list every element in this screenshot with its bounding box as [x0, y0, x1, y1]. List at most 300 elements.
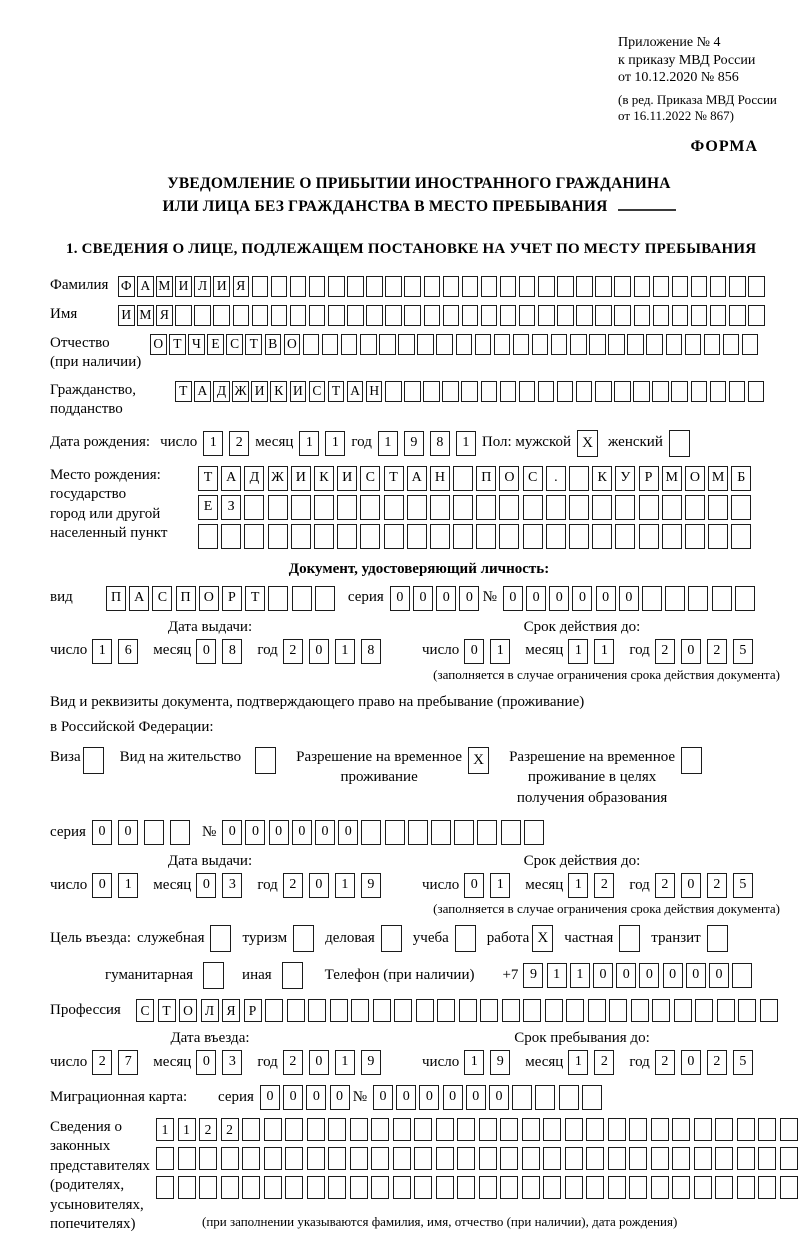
char-cell[interactable]	[407, 495, 427, 520]
char-cell[interactable]	[328, 1118, 346, 1141]
char-cell[interactable]: 7	[118, 1050, 138, 1075]
char-cell[interactable]	[710, 381, 727, 402]
char-cell[interactable]	[557, 305, 574, 326]
char-cell[interactable]	[221, 524, 241, 549]
char-cell[interactable]	[685, 524, 705, 549]
char-cell[interactable]	[662, 495, 682, 520]
char-cell[interactable]	[523, 999, 541, 1022]
char-cell[interactable]	[731, 495, 751, 520]
char-cell[interactable]	[685, 334, 702, 355]
char-cell[interactable]: У	[615, 466, 635, 491]
char-cell[interactable]: Р	[639, 466, 659, 491]
char-cell[interactable]: 0	[390, 586, 410, 611]
char-cell[interactable]	[566, 999, 584, 1022]
char-cell[interactable]: А	[221, 466, 241, 491]
char-cell[interactable]: С	[152, 586, 172, 611]
char-cell[interactable]	[481, 381, 498, 402]
char-cell[interactable]	[672, 1147, 690, 1170]
char-cell[interactable]	[715, 1118, 733, 1141]
char-cell[interactable]	[290, 276, 307, 297]
char-cell[interactable]	[453, 466, 473, 491]
char-cell[interactable]	[576, 276, 593, 297]
char-cell[interactable]	[481, 305, 498, 326]
char-cell[interactable]	[615, 495, 635, 520]
char-cell[interactable]	[565, 1147, 583, 1170]
char-cell[interactable]: К	[270, 381, 287, 402]
char-cell[interactable]	[737, 1147, 755, 1170]
char-cell[interactable]: 2	[283, 873, 303, 898]
char-cell[interactable]: 0	[681, 639, 701, 664]
char-cell[interactable]: 1	[335, 639, 355, 664]
char-cell[interactable]	[384, 495, 404, 520]
char-cell[interactable]: 0	[196, 1050, 216, 1075]
char-cell[interactable]	[476, 524, 496, 549]
checkbox-sluzhebnaya[interactable]	[210, 925, 231, 952]
char-cell[interactable]: 0	[222, 820, 242, 845]
char-cell[interactable]: 2	[594, 1050, 614, 1075]
char-cell[interactable]: М	[708, 466, 728, 491]
char-cell[interactable]	[502, 999, 520, 1022]
checkbox-chastnaya[interactable]	[619, 925, 640, 952]
char-cell[interactable]	[634, 305, 651, 326]
char-cell[interactable]	[322, 334, 339, 355]
checkbox-inaya[interactable]	[282, 962, 303, 989]
char-cell[interactable]	[360, 334, 377, 355]
char-cell[interactable]	[588, 999, 606, 1022]
char-cell[interactable]: 1	[568, 1050, 588, 1075]
char-cell[interactable]	[393, 1147, 411, 1170]
char-cell[interactable]: 0	[503, 586, 523, 611]
char-cell[interactable]	[481, 276, 498, 297]
char-cell[interactable]: И	[175, 276, 192, 297]
char-cell[interactable]	[523, 495, 543, 520]
char-cell[interactable]	[213, 305, 230, 326]
char-cell[interactable]: 0	[464, 639, 484, 664]
char-cell[interactable]	[315, 586, 335, 611]
char-cell[interactable]: 1	[299, 431, 319, 456]
char-cell[interactable]	[328, 1176, 346, 1199]
checkbox-delovaya[interactable]	[381, 925, 402, 952]
char-cell[interactable]	[199, 1147, 217, 1170]
char-cell[interactable]: П	[176, 586, 196, 611]
char-cell[interactable]: 0	[292, 820, 312, 845]
char-cell[interactable]	[519, 276, 536, 297]
char-cell[interactable]	[557, 276, 574, 297]
char-cell[interactable]	[653, 276, 670, 297]
char-cell[interactable]	[233, 305, 250, 326]
char-cell[interactable]: О	[499, 466, 519, 491]
char-cell[interactable]: С	[136, 999, 154, 1022]
char-cell[interactable]	[416, 999, 434, 1022]
char-cell[interactable]	[538, 276, 555, 297]
char-cell[interactable]	[694, 1118, 712, 1141]
char-cell[interactable]: 0	[92, 820, 112, 845]
char-cell[interactable]	[361, 820, 381, 845]
char-cell[interactable]	[453, 495, 473, 520]
char-cell[interactable]: 1	[568, 639, 588, 664]
char-cell[interactable]	[198, 524, 218, 549]
char-cell[interactable]: 8	[361, 639, 381, 664]
char-cell[interactable]: Я	[233, 276, 250, 297]
char-cell[interactable]: 0	[681, 1050, 701, 1075]
char-cell[interactable]: 2	[655, 873, 675, 898]
char-cell[interactable]	[758, 1176, 776, 1199]
char-cell[interactable]: 0	[260, 1085, 280, 1110]
char-cell[interactable]	[479, 1118, 497, 1141]
char-cell[interactable]: А	[194, 381, 211, 402]
char-cell[interactable]	[394, 999, 412, 1022]
char-cell[interactable]: 1	[203, 431, 223, 456]
char-cell[interactable]	[652, 999, 670, 1022]
char-cell[interactable]: О	[199, 586, 219, 611]
char-cell[interactable]	[691, 276, 708, 297]
char-cell[interactable]	[424, 276, 441, 297]
char-cell[interactable]	[708, 524, 728, 549]
char-cell[interactable]	[627, 334, 644, 355]
char-cell[interactable]: 0	[269, 820, 289, 845]
char-cell[interactable]	[500, 305, 517, 326]
char-cell[interactable]	[292, 586, 312, 611]
char-cell[interactable]: 5	[733, 873, 753, 898]
temporary-residence-education-checkbox[interactable]	[681, 747, 702, 774]
char-cell[interactable]: 2	[229, 431, 249, 456]
char-cell[interactable]: 1	[490, 639, 510, 664]
char-cell[interactable]	[244, 524, 264, 549]
char-cell[interactable]	[373, 999, 391, 1022]
char-cell[interactable]: Н	[366, 381, 383, 402]
char-cell[interactable]: 0	[464, 873, 484, 898]
char-cell[interactable]	[595, 305, 612, 326]
char-cell[interactable]: Ж	[232, 381, 249, 402]
char-cell[interactable]: Я	[222, 999, 240, 1022]
char-cell[interactable]	[285, 1176, 303, 1199]
char-cell[interactable]	[436, 334, 453, 355]
char-cell[interactable]	[307, 1176, 325, 1199]
char-cell[interactable]	[453, 524, 473, 549]
char-cell[interactable]	[513, 334, 530, 355]
char-cell[interactable]: 2	[655, 1050, 675, 1075]
char-cell[interactable]: К	[592, 466, 612, 491]
char-cell[interactable]: 0	[616, 963, 636, 988]
char-cell[interactable]	[723, 334, 740, 355]
char-cell[interactable]	[672, 276, 689, 297]
char-cell[interactable]	[672, 305, 689, 326]
char-cell[interactable]	[314, 495, 334, 520]
char-cell[interactable]	[423, 381, 440, 402]
char-cell[interactable]	[479, 1176, 497, 1199]
char-cell[interactable]	[144, 820, 164, 845]
char-cell[interactable]: 8	[430, 431, 450, 456]
char-cell[interactable]	[385, 381, 402, 402]
char-cell[interactable]	[178, 1147, 196, 1170]
char-cell[interactable]: 0	[593, 963, 613, 988]
char-cell[interactable]	[350, 1118, 368, 1141]
char-cell[interactable]	[379, 334, 396, 355]
char-cell[interactable]	[758, 1118, 776, 1141]
char-cell[interactable]	[717, 999, 735, 1022]
char-cell[interactable]: 0	[413, 586, 433, 611]
checkbox-rabota[interactable]: X	[532, 925, 553, 952]
char-cell[interactable]	[780, 1176, 798, 1199]
char-cell[interactable]: 0	[466, 1085, 486, 1110]
char-cell[interactable]	[629, 1176, 647, 1199]
char-cell[interactable]	[615, 524, 635, 549]
char-cell[interactable]: 0	[245, 820, 265, 845]
char-cell[interactable]	[328, 305, 345, 326]
char-cell[interactable]: Д	[213, 381, 230, 402]
char-cell[interactable]: И	[213, 276, 230, 297]
char-cell[interactable]: Р	[244, 999, 262, 1022]
char-cell[interactable]	[748, 305, 765, 326]
char-cell[interactable]: 2	[283, 639, 303, 664]
char-cell[interactable]	[651, 1147, 669, 1170]
char-cell[interactable]: 0	[309, 1050, 329, 1075]
char-cell[interactable]	[631, 999, 649, 1022]
char-cell[interactable]	[737, 1118, 755, 1141]
char-cell[interactable]: М	[662, 466, 682, 491]
char-cell[interactable]: 0	[330, 1085, 350, 1110]
char-cell[interactable]	[704, 334, 721, 355]
char-cell[interactable]	[393, 1176, 411, 1199]
char-cell[interactable]	[738, 999, 756, 1022]
char-cell[interactable]: 1	[594, 639, 614, 664]
char-cell[interactable]	[242, 1118, 260, 1141]
char-cell[interactable]: Т	[384, 466, 404, 491]
char-cell[interactable]	[443, 305, 460, 326]
char-cell[interactable]	[330, 999, 348, 1022]
char-cell[interactable]	[665, 586, 685, 611]
char-cell[interactable]: Л	[201, 999, 219, 1022]
char-cell[interactable]: 0	[396, 1085, 416, 1110]
char-cell[interactable]	[710, 305, 727, 326]
char-cell[interactable]	[454, 820, 474, 845]
char-cell[interactable]: Ф	[118, 276, 135, 297]
char-cell[interactable]: 0	[306, 1085, 326, 1110]
char-cell[interactable]	[309, 276, 326, 297]
char-cell[interactable]: Л	[194, 276, 211, 297]
char-cell[interactable]	[592, 524, 612, 549]
char-cell[interactable]	[307, 1118, 325, 1141]
char-cell[interactable]	[178, 1176, 196, 1199]
char-cell[interactable]: 0	[709, 963, 729, 988]
char-cell[interactable]: 1	[568, 873, 588, 898]
char-cell[interactable]: 2	[594, 873, 614, 898]
char-cell[interactable]	[652, 381, 669, 402]
char-cell[interactable]	[608, 1176, 626, 1199]
char-cell[interactable]	[393, 1118, 411, 1141]
char-cell[interactable]: 0	[459, 586, 479, 611]
char-cell[interactable]	[691, 305, 708, 326]
char-cell[interactable]	[614, 305, 631, 326]
char-cell[interactable]	[737, 1176, 755, 1199]
char-cell[interactable]: 8	[222, 639, 242, 664]
char-cell[interactable]	[642, 586, 662, 611]
char-cell[interactable]	[430, 495, 450, 520]
char-cell[interactable]	[651, 1176, 669, 1199]
char-cell[interactable]	[414, 1118, 432, 1141]
char-cell[interactable]	[287, 999, 305, 1022]
char-cell[interactable]	[557, 381, 574, 402]
char-cell[interactable]	[729, 381, 746, 402]
residence-permit-checkbox[interactable]	[255, 747, 276, 774]
char-cell[interactable]: 0	[572, 586, 592, 611]
checkbox-ucheba[interactable]	[455, 925, 476, 952]
char-cell[interactable]	[461, 381, 478, 402]
char-cell[interactable]	[252, 305, 269, 326]
char-cell[interactable]: 1	[325, 431, 345, 456]
char-cell[interactable]	[351, 999, 369, 1022]
char-cell[interactable]	[501, 820, 521, 845]
char-cell[interactable]	[582, 1085, 602, 1110]
char-cell[interactable]: 1	[490, 873, 510, 898]
char-cell[interactable]	[608, 1147, 626, 1170]
char-cell[interactable]: 2	[221, 1118, 239, 1141]
char-cell[interactable]: В	[265, 334, 282, 355]
char-cell[interactable]	[424, 305, 441, 326]
char-cell[interactable]	[671, 381, 688, 402]
char-cell[interactable]	[522, 1118, 540, 1141]
char-cell[interactable]	[350, 1176, 368, 1199]
char-cell[interactable]	[565, 1176, 583, 1199]
char-cell[interactable]	[538, 305, 555, 326]
char-cell[interactable]	[592, 495, 612, 520]
char-cell[interactable]	[285, 1118, 303, 1141]
char-cell[interactable]	[221, 1176, 239, 1199]
char-cell[interactable]	[691, 381, 708, 402]
char-cell[interactable]	[500, 276, 517, 297]
char-cell[interactable]: 0	[681, 873, 701, 898]
char-cell[interactable]: 0	[196, 639, 216, 664]
char-cell[interactable]	[780, 1147, 798, 1170]
char-cell[interactable]: 0	[283, 1085, 303, 1110]
char-cell[interactable]	[519, 381, 536, 402]
char-cell[interactable]	[199, 1176, 217, 1199]
char-cell[interactable]: 9	[404, 431, 424, 456]
char-cell[interactable]	[443, 276, 460, 297]
char-cell[interactable]	[523, 524, 543, 549]
char-cell[interactable]: 1	[118, 873, 138, 898]
char-cell[interactable]: 2	[92, 1050, 112, 1075]
char-cell[interactable]: 2	[199, 1118, 217, 1141]
char-cell[interactable]: 0	[118, 820, 138, 845]
char-cell[interactable]: К	[314, 466, 334, 491]
char-cell[interactable]	[629, 1147, 647, 1170]
char-cell[interactable]: 1	[92, 639, 112, 664]
char-cell[interactable]	[522, 1176, 540, 1199]
char-cell[interactable]	[371, 1147, 389, 1170]
char-cell[interactable]: 0	[639, 963, 659, 988]
char-cell[interactable]: Ч	[188, 334, 205, 355]
char-cell[interactable]	[307, 1147, 325, 1170]
char-cell[interactable]	[710, 276, 727, 297]
char-cell[interactable]: 2	[655, 639, 675, 664]
char-cell[interactable]	[479, 1147, 497, 1170]
char-cell[interactable]: 2	[283, 1050, 303, 1075]
char-cell[interactable]	[685, 495, 705, 520]
char-cell[interactable]	[265, 999, 283, 1022]
char-cell[interactable]	[715, 1176, 733, 1199]
char-cell[interactable]	[244, 495, 264, 520]
char-cell[interactable]: 9	[523, 963, 543, 988]
char-cell[interactable]	[589, 334, 606, 355]
char-cell[interactable]	[748, 276, 765, 297]
char-cell[interactable]	[328, 276, 345, 297]
char-cell[interactable]	[500, 1176, 518, 1199]
char-cell[interactable]	[350, 1147, 368, 1170]
char-cell[interactable]	[328, 1147, 346, 1170]
char-cell[interactable]: С	[309, 381, 326, 402]
char-cell[interactable]	[494, 334, 511, 355]
char-cell[interactable]	[559, 1085, 579, 1110]
char-cell[interactable]	[712, 586, 732, 611]
char-cell[interactable]: Т	[245, 334, 262, 355]
char-cell[interactable]: 2	[707, 873, 727, 898]
char-cell[interactable]	[268, 524, 288, 549]
char-cell[interactable]	[268, 586, 288, 611]
char-cell[interactable]: 5	[733, 639, 753, 664]
char-cell[interactable]	[551, 334, 568, 355]
char-cell[interactable]	[731, 524, 751, 549]
char-cell[interactable]	[371, 1118, 389, 1141]
char-cell[interactable]	[780, 1118, 798, 1141]
char-cell[interactable]	[156, 1147, 174, 1170]
char-cell[interactable]: С	[360, 466, 380, 491]
char-cell[interactable]	[708, 495, 728, 520]
char-cell[interactable]: Т	[328, 381, 345, 402]
char-cell[interactable]	[268, 495, 288, 520]
char-cell[interactable]: О	[685, 466, 705, 491]
char-cell[interactable]	[264, 1176, 282, 1199]
char-cell[interactable]	[475, 334, 492, 355]
char-cell[interactable]	[543, 1176, 561, 1199]
char-cell[interactable]	[431, 820, 451, 845]
char-cell[interactable]: 0	[596, 586, 616, 611]
char-cell[interactable]	[290, 305, 307, 326]
char-cell[interactable]: 1	[464, 1050, 484, 1075]
char-cell[interactable]: 0	[526, 586, 546, 611]
char-cell[interactable]: 0	[443, 1085, 463, 1110]
char-cell[interactable]: Т	[198, 466, 218, 491]
char-cell[interactable]	[569, 495, 589, 520]
char-cell[interactable]	[384, 524, 404, 549]
char-cell[interactable]: Т	[158, 999, 176, 1022]
char-cell[interactable]: М	[156, 276, 173, 297]
char-cell[interactable]	[242, 1176, 260, 1199]
char-cell[interactable]: 9	[490, 1050, 510, 1075]
char-cell[interactable]	[385, 305, 402, 326]
char-cell[interactable]	[341, 334, 358, 355]
char-cell[interactable]	[442, 381, 459, 402]
char-cell[interactable]: П	[106, 586, 126, 611]
char-cell[interactable]	[524, 820, 544, 845]
char-cell[interactable]	[760, 999, 778, 1022]
char-cell[interactable]: 0	[549, 586, 569, 611]
char-cell[interactable]: И	[337, 466, 357, 491]
char-cell[interactable]	[271, 305, 288, 326]
char-cell[interactable]	[499, 524, 519, 549]
char-cell[interactable]	[437, 999, 455, 1022]
char-cell[interactable]	[595, 381, 612, 402]
char-cell[interactable]: .	[546, 466, 566, 491]
char-cell[interactable]	[688, 586, 708, 611]
char-cell[interactable]	[457, 1176, 475, 1199]
char-cell[interactable]: 1	[335, 873, 355, 898]
char-cell[interactable]: 0	[419, 1085, 439, 1110]
char-cell[interactable]: 1	[156, 1118, 174, 1141]
char-cell[interactable]	[221, 1147, 239, 1170]
char-cell[interactable]	[477, 820, 497, 845]
char-cell[interactable]: И	[290, 381, 307, 402]
